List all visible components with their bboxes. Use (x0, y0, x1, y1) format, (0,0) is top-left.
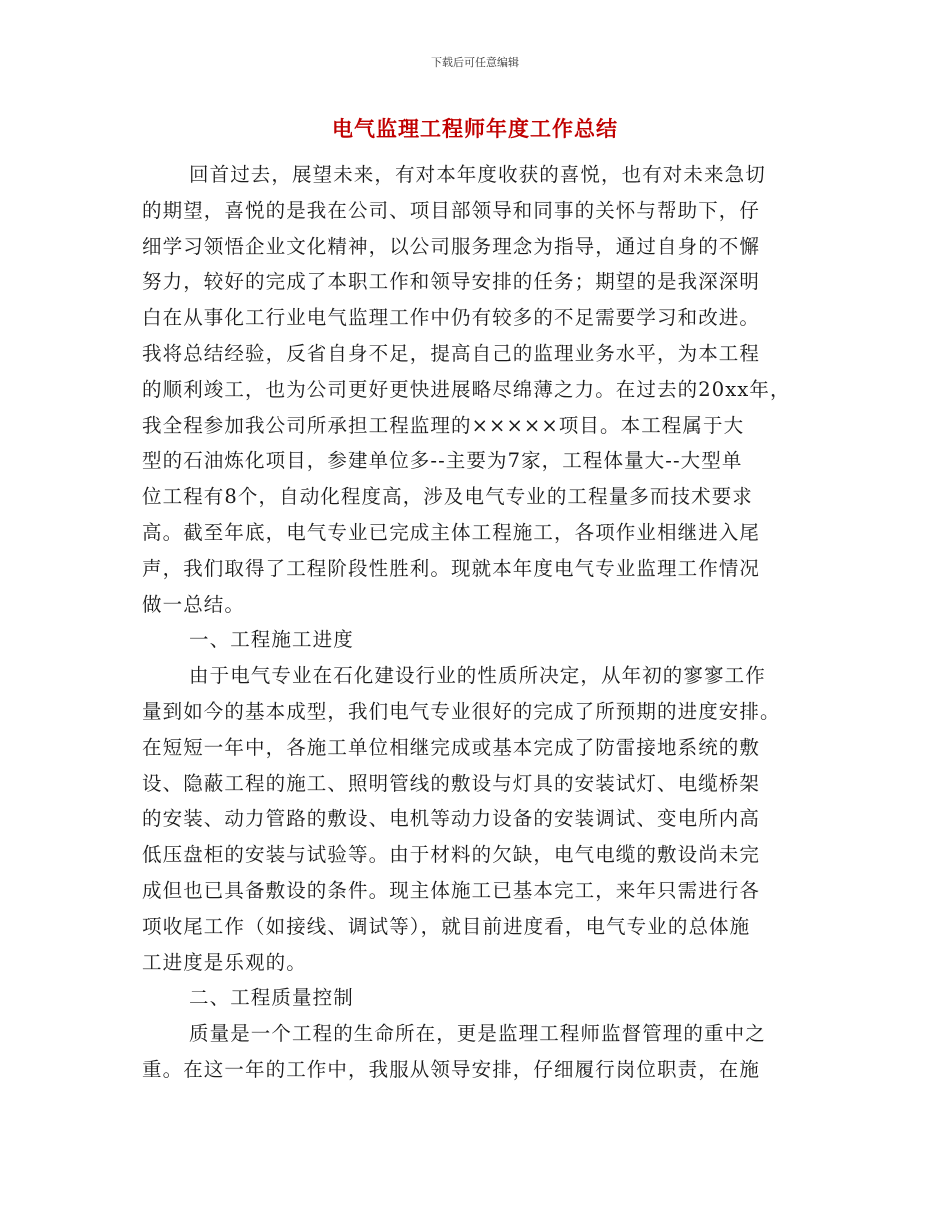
text-line: 设、隐蔽工程的施工、照明管线的敷设与灯具的安装试灯、电缆桥架 (142, 771, 761, 795)
document-body (142, 157, 810, 1088)
text-line: 白在从事化工行业电气监理工作中仍有较多的不足需要学习和改进。 (142, 306, 761, 330)
text-line: 声，我们取得了工程阶段性胜利。现就本年度电气专业监理工作情况 (142, 556, 761, 580)
text-line: 的期望，喜悦的是我在公司、项目部领导和同事的关怀与帮助下，仔 (142, 198, 761, 222)
header-note: 下载后可任意编辑 (431, 56, 519, 69)
text-line: 量到如今的基本成型，我们电气专业很好的完成了所预期的进度安排。 (142, 699, 781, 723)
text-line: 的顺利竣工，也为公司更好更快进展略尽绵薄之力。在过去的20xx年， (142, 377, 791, 401)
text-line: 努力，较好的完成了本职工作和领导安排的任务；期望的是我深深明 (142, 270, 761, 294)
text-line: 的安装、动力管路的敷设、电机等动力设备的安装调试、变电所内高 (142, 807, 761, 831)
text-line: 成但也已具备敷设的条件。现主体施工已基本完工，来年只需进行各 (142, 878, 761, 902)
document-title: 电气监理工程师年度工作总结 (332, 117, 618, 141)
text-line: 高。截至年底，电气专业已完成主体工程施工，各项作业相继进入尾 (142, 520, 761, 544)
text-line: 工进度是乐观的。 (142, 950, 307, 974)
text-line: 我将总结经验，反省自身不足，提高自己的监理业务水平，为本工程 (142, 341, 761, 365)
text-line: 二、工程质量控制 (189, 986, 354, 1010)
text-line: 由于电气专业在石化建设行业的性质所决定，从年初的寥寥工作 (189, 664, 766, 688)
text-line: 型的石油炼化项目，参建单位多--主要为7家，工程体量大--大型单 (142, 449, 743, 473)
text-line: 质量是一个工程的生命所在，更是监理工程师监督管理的重中之 (189, 1022, 766, 1046)
text-line: 重。在这一年的工作中，我服从领导安排，仔细履行岗位职责，在施 (142, 1057, 761, 1081)
text-line: 一、工程施工进度 (189, 628, 354, 652)
text-line: 位工程有8个，自动化程度高，涉及电气专业的工程量多而技术要求 (142, 485, 753, 509)
text-line: 低压盘柜的安装与试验等。由于材料的欠缺，电气电缆的敷设尚未完 (142, 843, 761, 867)
text-line: 项收尾工作（如接线、调试等），就目前进度看，电气专业的总体施 (142, 914, 751, 938)
text-line: 在短短一年中，各施工单位相继完成或基本完成了防雷接地系统的敷 (142, 735, 761, 759)
text-line: 做一总结。 (142, 592, 246, 616)
text-line: 我全程参加我公司所承担工程监理的×××××项目。本工程属于大 (142, 413, 745, 437)
text-line: 回首过去，展望未来，有对本年度收获的喜悦，也有对未来急切 (189, 163, 766, 186)
text-line: 细学习领悟企业文化精神，以公司服务理念为指导，通过自身的不懈 (142, 234, 761, 258)
